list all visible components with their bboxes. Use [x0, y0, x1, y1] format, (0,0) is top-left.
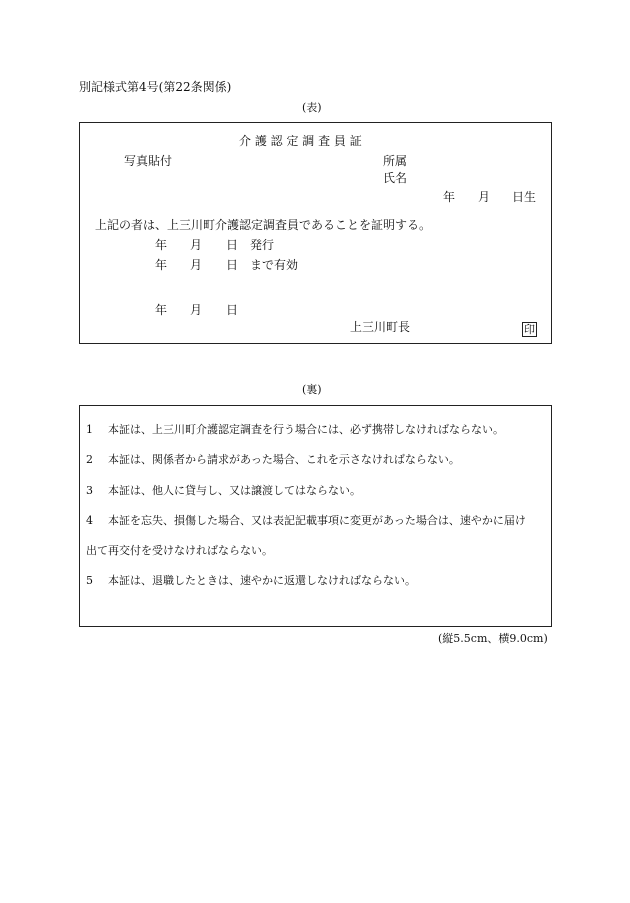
size-note: (縦5.5cm、横9.0cm) — [438, 632, 548, 645]
front-side-label: (表) — [302, 101, 322, 114]
certification-text: 上記の者は、上三川町介護認定調査員であることを証明する。 — [95, 218, 432, 232]
item-text: 本証は、他人に貸与し、又は譲渡してはならない。 — [108, 484, 361, 497]
item-text: 本証は、上三川町介護認定調査を行う場合には、必ず携帯しなければならない。 — [108, 423, 504, 436]
validity-year: 年 — [155, 258, 168, 272]
item-number: 5 — [86, 574, 93, 587]
item-number: 1 — [86, 423, 93, 436]
seal-text: 印 — [524, 323, 535, 336]
item-number: 3 — [86, 484, 93, 497]
list-item — [86, 453, 460, 466]
issuer-name: 上三川町長 — [350, 320, 411, 334]
form-number: 別記様式第4号(第22条関係) — [79, 80, 232, 94]
item-number: 2 — [86, 453, 93, 466]
item-number: 4 — [86, 514, 93, 527]
name-label: 氏名 — [383, 171, 408, 185]
issue-suffix: 発行 — [250, 238, 275, 252]
birth-day: 日生 — [512, 190, 537, 204]
back-card — [79, 405, 552, 627]
card-title: 介 護 認 定 調 査 員 証 — [239, 134, 362, 148]
back-side-label: (裏) — [302, 383, 322, 396]
validity-suffix: まで有効 — [250, 258, 299, 272]
affiliation-label: 所属 — [383, 154, 408, 168]
front-card — [79, 122, 552, 344]
birth-year: 年 — [443, 190, 456, 204]
date-day: 日 — [226, 303, 239, 317]
item-text: 本証は、関係者から請求があった場合、これを示さなければならない。 — [108, 453, 460, 466]
list-item — [86, 484, 361, 497]
issue-month: 月 — [190, 238, 203, 252]
list-item — [86, 574, 416, 587]
item-text: 本証を忘失、損傷した場合、又は表記記載事項に変更があった場合は、速やかに届け — [108, 514, 526, 527]
photo-label: 写真貼付 — [124, 154, 173, 168]
list-item — [86, 423, 504, 436]
list-item-continuation: 出て再交付を受けなければならない。 — [86, 544, 273, 557]
date-month: 月 — [190, 303, 203, 317]
list-item — [86, 514, 526, 527]
issue-year: 年 — [155, 238, 168, 252]
validity-month: 月 — [190, 258, 203, 272]
birth-month: 月 — [478, 190, 491, 204]
item-text: 本証は、退職したときは、速やかに返還しなければならない。 — [108, 574, 416, 587]
issue-day: 日 — [226, 238, 239, 252]
validity-day: 日 — [226, 258, 239, 272]
seal-mark — [522, 318, 537, 337]
date-year: 年 — [155, 303, 168, 317]
